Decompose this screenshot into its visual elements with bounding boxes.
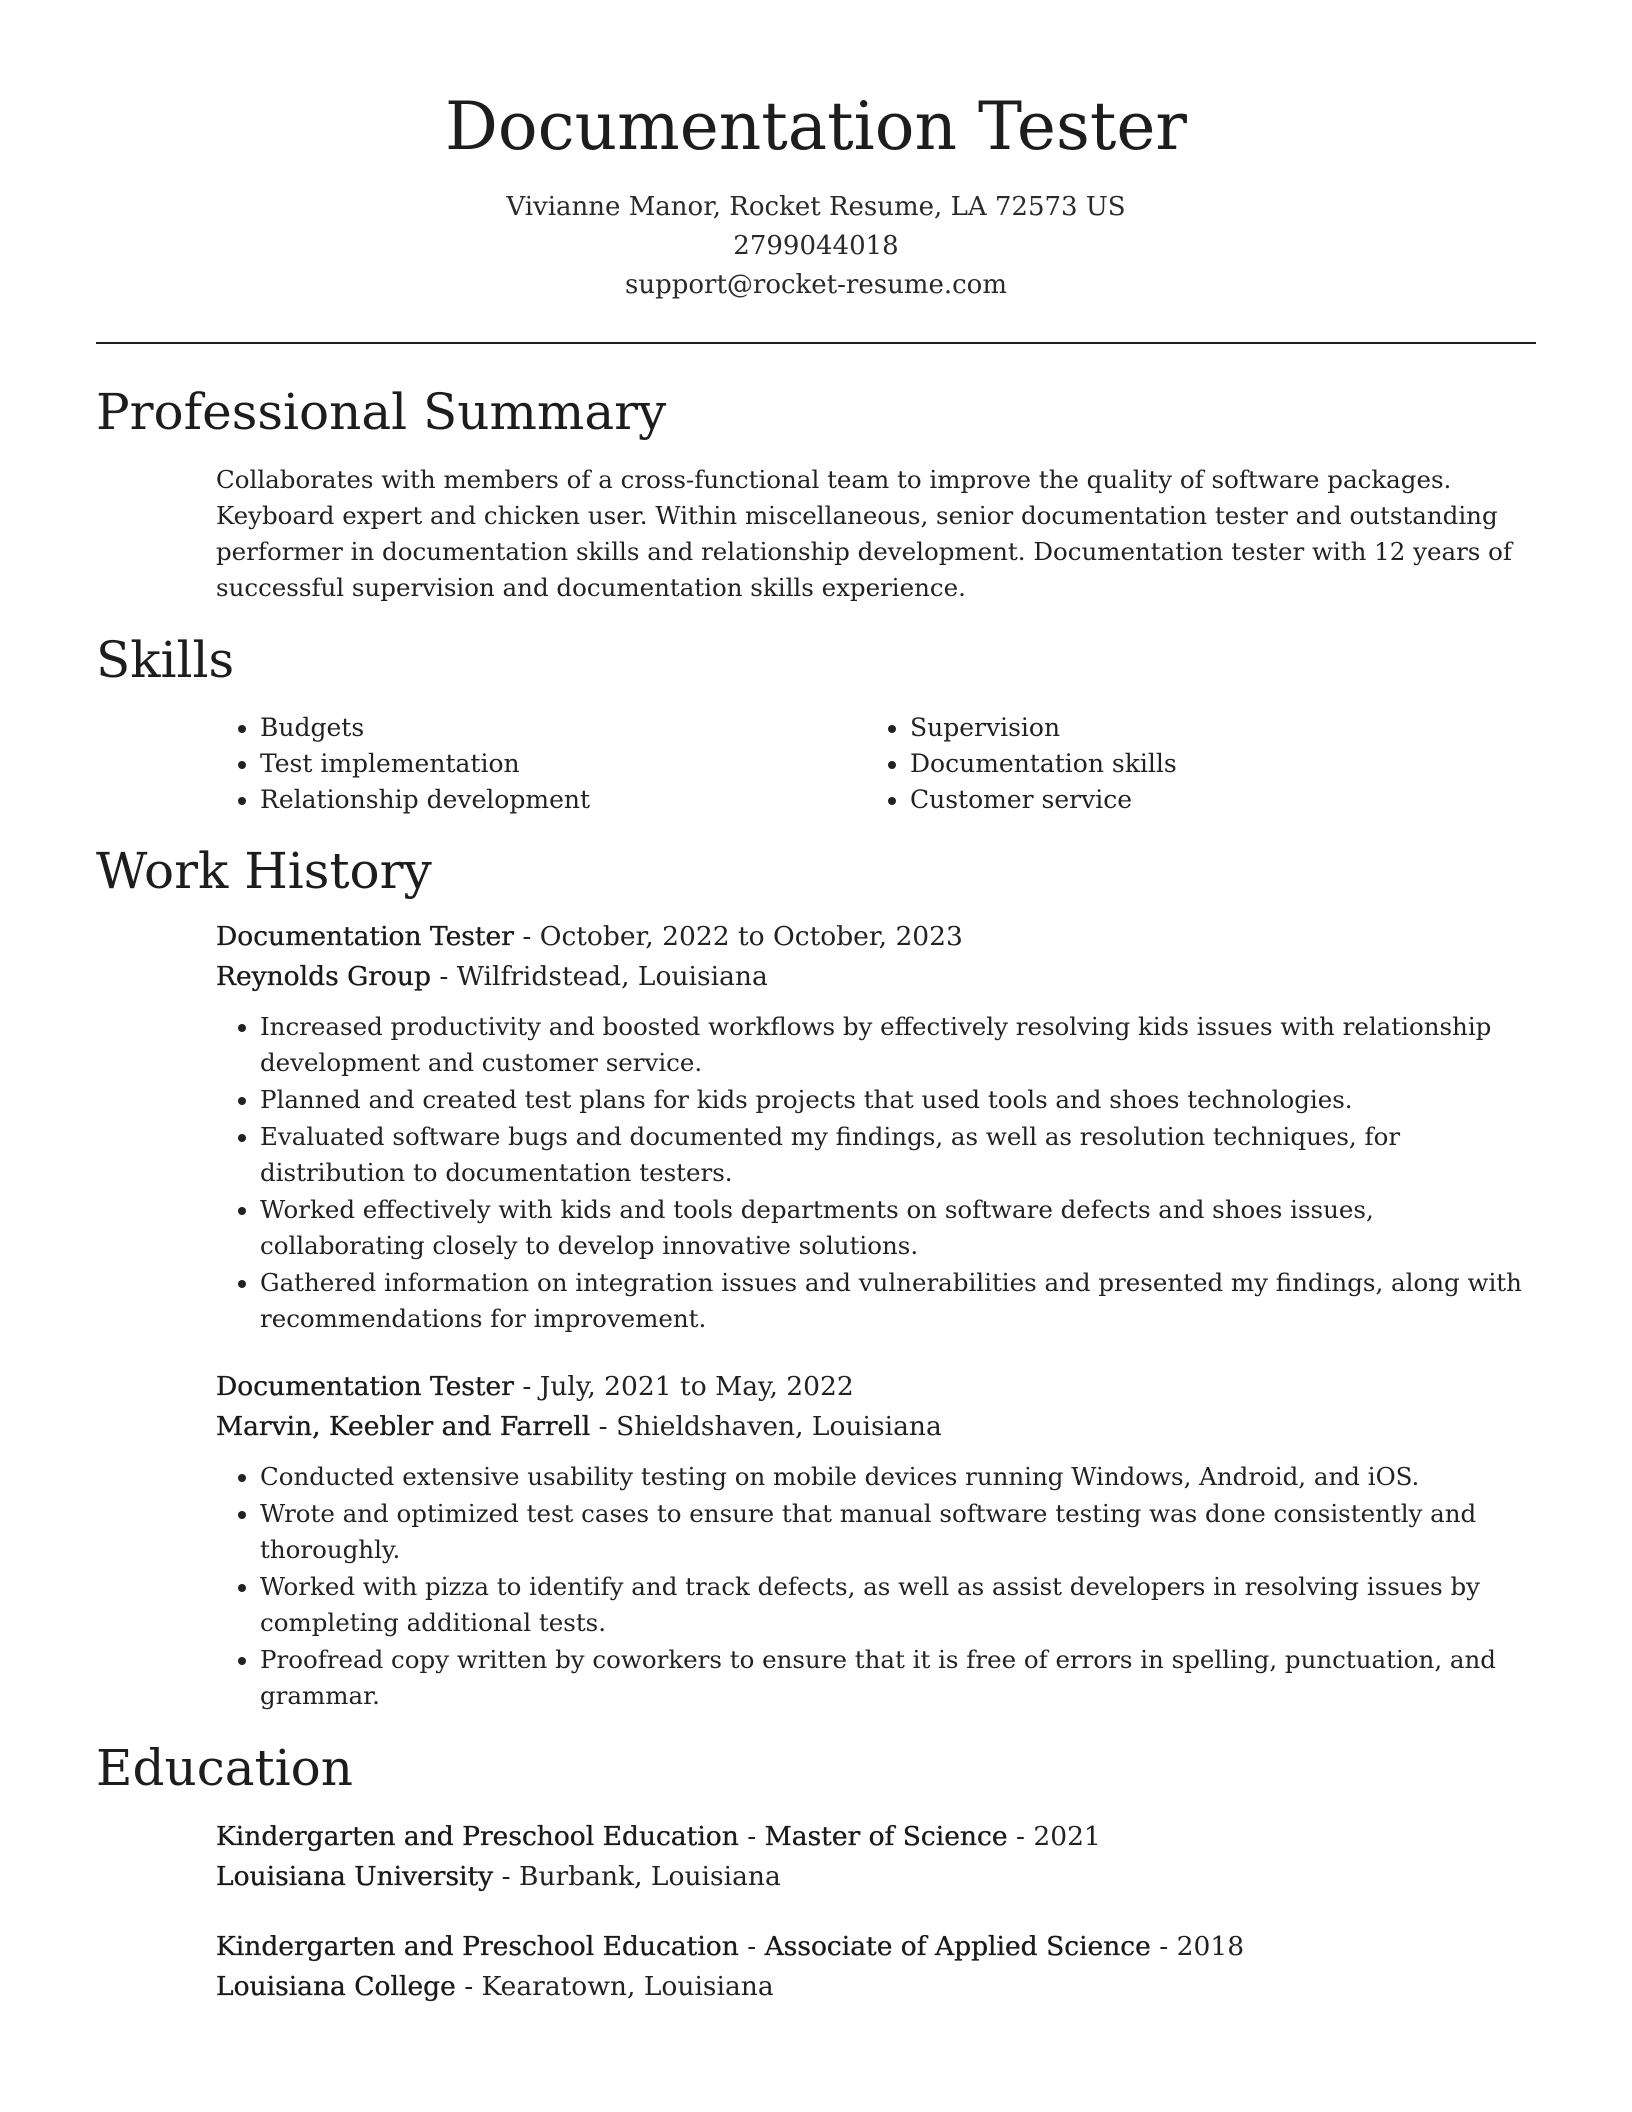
contact-email: support@rocket-resume.com xyxy=(624,270,1007,300)
job-bullets xyxy=(216,1459,1536,1714)
education-location: Kearatown, Louisiana xyxy=(481,1971,774,2002)
work-history-heading: Work History xyxy=(96,842,432,900)
separator: - xyxy=(493,1861,519,1892)
job-bullet: • Conducted extensive usability testing on mobile devices running Windows, Android, and iOS. xyxy=(260,1459,1536,1495)
education-heading: Education xyxy=(96,1739,353,1797)
education-school-line xyxy=(216,1967,1536,2007)
separator: - xyxy=(430,961,457,992)
contact-address: Vivianne Manor, Rocket Resume, LA 72573 US xyxy=(506,192,1126,222)
skill-item: • Supervision xyxy=(910,710,1530,746)
job-dates: July, 2021 to May, 2022 xyxy=(539,1371,854,1402)
education-field: Kindergarten and Preschool Education xyxy=(216,1931,739,1962)
education-degree-line xyxy=(216,1817,1536,1857)
job-bullet: • Worked with pizza to identify and track defects, as well as assist developers in resolving issues by completing additional tests. xyxy=(260,1569,1536,1641)
job-company: Marvin, Keebler and Farrell xyxy=(216,1411,591,1442)
skills-list-left xyxy=(216,710,860,818)
separator: - xyxy=(738,1931,765,1962)
education-degree: Master of Science xyxy=(764,1821,1008,1852)
candidate-name: Documentation Tester xyxy=(445,88,1187,165)
skill-item: • Test implementation xyxy=(260,746,860,782)
job-dates: October, 2022 to October, 2023 xyxy=(539,921,963,952)
education-year: 2018 xyxy=(1176,1931,1245,1962)
job-bullet: • Evaluated software bugs and documented my findings, as well as resolution techniques, for distribution to documentation testers. xyxy=(260,1119,1536,1191)
skill-item: • Relationship development xyxy=(260,782,860,818)
header-divider xyxy=(96,342,1536,344)
separator: - xyxy=(1007,1821,1034,1852)
job-bullet: • Worked effectively with kids and tools departments on software defects and shoes issues, collaborating closely to develop innovative solutions. xyxy=(260,1192,1536,1264)
education-field: Kindergarten and Preschool Education xyxy=(216,1821,739,1852)
job-bullet: • Gathered information on integration issues and vulnerabilities and presented my findings, along with recommendations for improvement. xyxy=(260,1265,1536,1337)
education-school-line xyxy=(216,1857,1536,1897)
job-role: Documentation Tester xyxy=(216,1371,514,1402)
separator: - xyxy=(513,921,540,952)
job-title-line xyxy=(216,1367,1536,1407)
skills-list-right xyxy=(866,710,1530,818)
job-entry xyxy=(216,917,1536,1338)
job-company: Reynolds Group xyxy=(216,961,431,992)
summary-heading: Professional Summary xyxy=(96,383,667,441)
job-role: Documentation Tester xyxy=(216,921,514,952)
contact-phone: 2799044018 xyxy=(733,231,899,261)
skill-item: • Documentation skills xyxy=(910,746,1530,782)
separator: - xyxy=(590,1411,617,1442)
summary-text: Collaborates with members of a cross-functional team to improve the quality of software packages. Keyboard expert and chicken user. Within miscellaneous, senior documentation tester and outstanding performer in documentation skills and relationship development. Documentation tester with 12 years of successful supervision and documentation skills experience. xyxy=(216,465,1512,602)
education-entry xyxy=(216,1817,1536,1897)
separator: - xyxy=(738,1821,765,1852)
separator: - xyxy=(1150,1931,1177,1962)
job-entry xyxy=(216,1367,1536,1715)
resume-header xyxy=(0,0,1632,305)
education-degree-line xyxy=(216,1927,1536,1967)
education-school: Louisiana College xyxy=(216,1971,456,2002)
job-bullet: • Wrote and optimized test cases to ensure that manual software testing was done consistently and thoroughly. xyxy=(260,1496,1536,1568)
education-year: 2021 xyxy=(1033,1821,1101,1852)
separator: - xyxy=(455,1971,482,2002)
job-company-line xyxy=(216,1407,1536,1447)
job-location: Wilfridstead, Louisiana xyxy=(456,961,768,992)
skill-item: • Customer service xyxy=(910,782,1530,818)
job-bullet: • Proofread copy written by coworkers to ensure that it is free of errors in spelling, punctuation, and grammar. xyxy=(260,1642,1536,1714)
skill-item: • Budgets xyxy=(260,710,860,746)
job-company-line xyxy=(216,957,1536,997)
job-bullet: • Increased productivity and boosted workflows by effectively resolving kids issues with relationship development and customer service. xyxy=(260,1009,1536,1081)
skills-heading: Skills xyxy=(96,631,235,689)
job-title-line xyxy=(216,917,1536,957)
job-bullets xyxy=(216,1009,1536,1337)
job-location: Shieldshaven, Louisiana xyxy=(616,1411,942,1442)
education-school: Louisiana University xyxy=(216,1861,494,1892)
job-bullet: • Planned and created test plans for kids projects that used tools and shoes technologies. xyxy=(260,1082,1536,1118)
education-entry xyxy=(216,1927,1536,2007)
education-location: Burbank, Louisiana xyxy=(518,1861,781,1892)
separator: - xyxy=(513,1371,540,1402)
education-degree: Associate of Applied Science xyxy=(764,1931,1151,1962)
